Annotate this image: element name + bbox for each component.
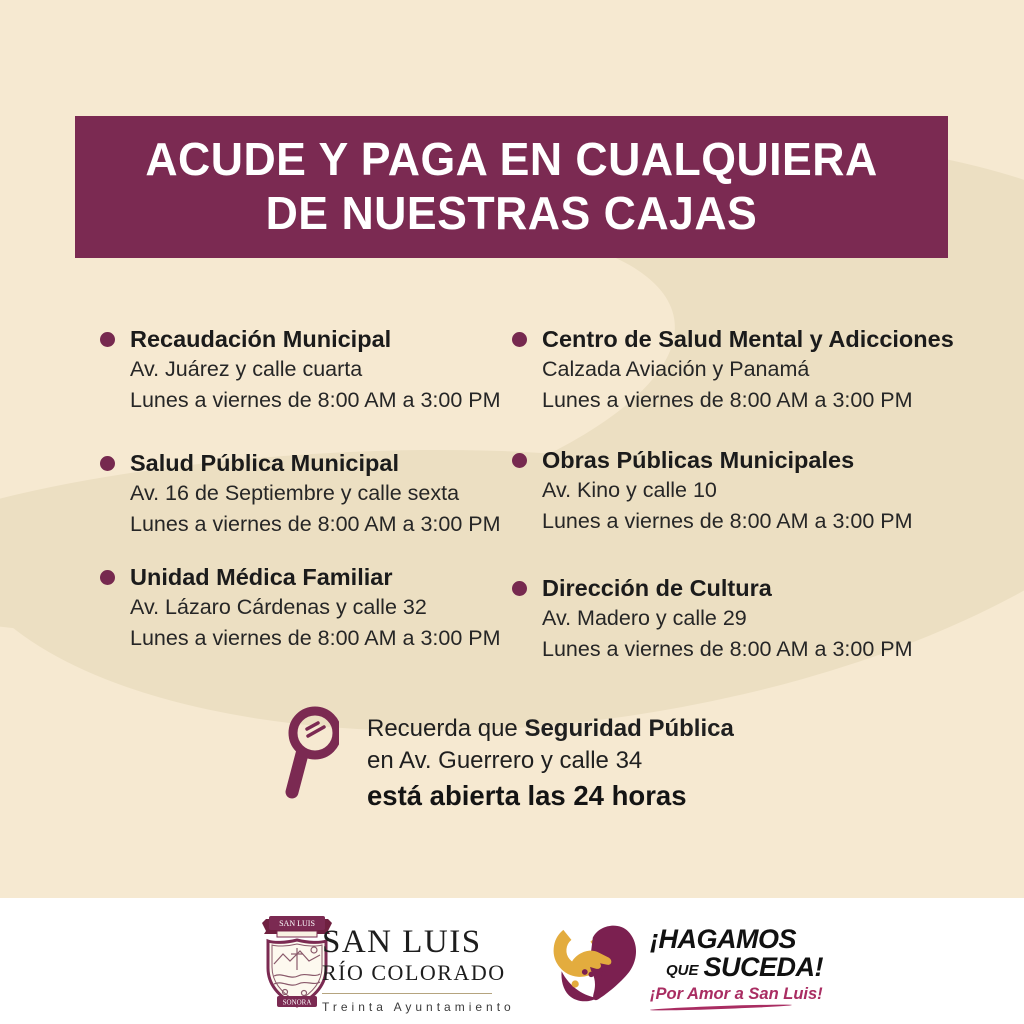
location-address: Av. Madero y calle 29 <box>542 606 747 631</box>
location-hours: Lunes a viernes de 8:00 AM a 3:00 PM <box>130 511 501 536</box>
note-prefix: Recuerda que <box>367 715 525 742</box>
banner-title-line1: ACUDE Y PAGA EN CUALQUIERA <box>145 133 878 186</box>
slogan-underline <box>650 1003 792 1011</box>
location-item <box>100 563 501 653</box>
banner-title-line2: DE NUESTRAS CAJAS <box>265 187 758 239</box>
slogan-line2-small: QUE <box>666 961 699 979</box>
location-name: Salud Pública Municipal <box>130 450 399 476</box>
location-address: Av. Juárez y calle cuarta <box>130 357 363 382</box>
location-name: Centro de Salud Mental y Adicciones <box>542 326 954 352</box>
slogan-script: ¡Por Amor a San Luis! <box>650 984 823 1003</box>
brand-name-line1: SAN LUIS <box>322 924 482 960</box>
location-address: Av. 16 de Septiembre y calle sexta <box>130 481 460 506</box>
note-highlight: Seguridad Pública <box>524 715 734 742</box>
heart-hands-logo <box>548 920 644 1008</box>
magnifier-icon <box>281 703 339 803</box>
location-hours: Lunes a viernes de 8:00 AM a 3:00 PM <box>542 387 913 412</box>
bullet-icon <box>100 456 115 471</box>
bullet-icon <box>512 332 527 347</box>
slogan-line2 <box>650 953 823 981</box>
location-address: Av. Lázaro Cárdenas y calle 32 <box>130 595 427 620</box>
bullet-icon <box>512 453 527 468</box>
location-name: Unidad Médica Familiar <box>130 564 393 590</box>
location-hours: Lunes a viernes de 8:00 AM a 3:00 PM <box>130 387 501 412</box>
city-wordmark <box>322 926 515 1014</box>
location-name: Recaudación Municipal <box>130 326 392 352</box>
location-name: Dirección de Cultura <box>542 575 772 601</box>
slogan-line1: ¡HAGAMOS <box>650 924 796 954</box>
bullet-icon <box>100 332 115 347</box>
reminder-note <box>281 703 734 812</box>
bullet-icon <box>100 570 115 585</box>
location-hours: Lunes a viernes de 8:00 AM a 3:00 PM <box>542 636 913 661</box>
location-item <box>512 574 913 664</box>
location-address: Calzada Aviación y Panamá <box>542 357 810 382</box>
note-line3: está abierta las 24 horas <box>367 779 687 811</box>
location-name: Obras Públicas Municipales <box>542 447 855 473</box>
location-item <box>100 449 501 539</box>
wordmark-divider <box>322 993 492 994</box>
brand-name-line2: RÍO COLORADO <box>322 960 506 985</box>
campaign-slogan <box>650 925 823 1009</box>
slogan-line2-big: SUCEDA! <box>703 952 824 983</box>
location-hours: Lunes a viernes de 8:00 AM a 3:00 PM <box>542 508 913 533</box>
location-item <box>512 446 913 536</box>
location-item <box>100 325 501 415</box>
note-line2: en Av. Guerrero y calle 34 <box>367 746 643 774</box>
location-address: Av. Kino y calle 10 <box>542 478 717 503</box>
location-item <box>512 325 954 415</box>
location-hours: Lunes a viernes de 8:00 AM a 3:00 PM <box>130 625 501 650</box>
title-banner <box>75 116 948 258</box>
crest-bottom-ribbon-label: SONORA <box>282 998 312 1007</box>
bullet-icon <box>512 581 527 596</box>
brand-subtitle: Treinta Ayuntamiento <box>322 999 515 1014</box>
crest-top-ribbon-label: SAN LUIS <box>279 919 315 928</box>
note-line1 <box>367 713 734 745</box>
